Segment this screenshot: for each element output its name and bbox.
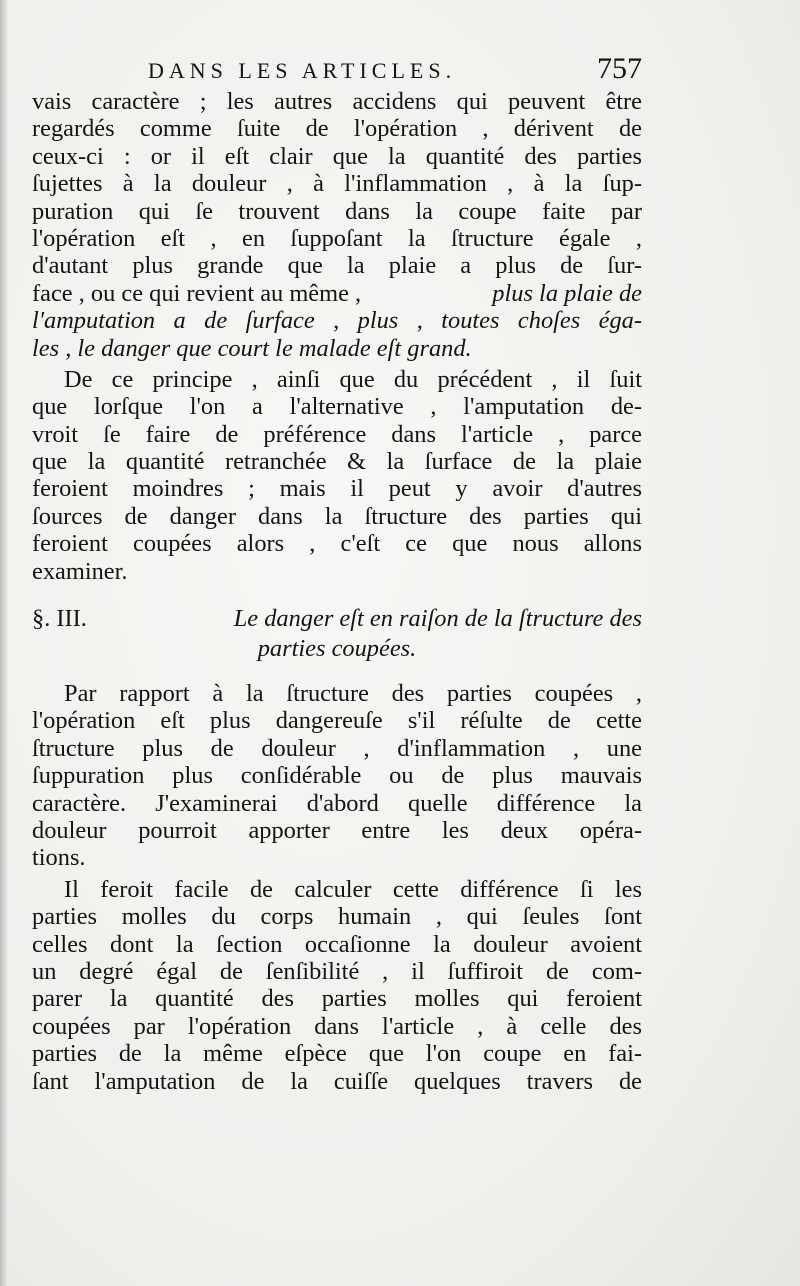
text-line: ſuppuration plus conſidérable ou de plus mauvais <box>32 762 642 790</box>
section-title: Le danger eſt en raiſon de la ſtructure des <box>233 605 642 633</box>
section-heading-line <box>32 605 642 635</box>
text-line: ſources de danger dans la ſtructure des parties qui <box>32 502 642 530</box>
text-line: l'opération eſt , en ſuppoſant la ſtructure égale , <box>32 224 642 252</box>
text-line-mixed <box>32 280 642 307</box>
italic-line <box>32 335 642 362</box>
text-line: De ce principe , ainſi que du précédent , il ſuit <box>64 365 642 393</box>
text-line: ſtructure plus de douleur , d'inflammation , une <box>32 734 642 762</box>
section-number: §. III. <box>32 605 87 633</box>
running-title: DANS LES ARTICLES. <box>148 58 457 83</box>
paragraph <box>32 876 642 1095</box>
text-line: douleur pourroit apporter entre les deux opéra- <box>32 816 642 844</box>
italic-text: les , le danger que court le malade eſt grand. <box>32 334 472 362</box>
text-line: examiner. <box>32 557 128 585</box>
text-line: puration qui ſe trouvent dans la coupe faite par <box>32 197 642 225</box>
text-line: que la quantité retranchée & la ſurface de la plaie <box>32 448 642 476</box>
text-line: feroient coupées alors , c'eſt ce que nous allons <box>32 530 642 558</box>
text-line: un degré égal de ſenſibilité , il ſuffiroit de com- <box>32 957 642 985</box>
italic-text: l'amputation a de ſurface , plus , toutes choſes éga- <box>32 307 642 335</box>
text-line: parties molles du corps humain , qui ſeules ſont <box>32 903 642 931</box>
text-line: que lorſque l'on a l'alternative , l'amputation de- <box>32 393 642 421</box>
text-line: ſujettes à la douleur , à l'inflammation , à la ſup- <box>32 170 642 198</box>
italic-text: plus la plaie de <box>492 279 642 307</box>
text-line: Par rapport à la ſtructure des parties coupées , <box>64 680 642 708</box>
roman-text: face , ou ce qui revient au même , <box>32 279 362 307</box>
text-line: ceux-ci : or il eſt clair que la quantité des parties <box>32 142 642 170</box>
text-line: d'autant plus grande que la plaie a plus de ſur- <box>32 252 642 280</box>
section-title-line2 <box>32 635 642 665</box>
section-heading <box>32 605 642 665</box>
text-line: tions. <box>32 844 86 872</box>
paragraph-continuation <box>32 88 642 362</box>
text-line: regardés comme ſuite de l'opération , dérivent de <box>32 115 642 143</box>
text-line: coupées par l'opération dans l'article , à celle des <box>32 1012 642 1040</box>
section-title: parties coupées. <box>257 635 417 663</box>
paragraph <box>32 680 642 872</box>
text-line: ſant l'amputation de la cuiſſe quelques travers de <box>32 1067 642 1095</box>
page-number: 757 <box>597 52 642 85</box>
body-text <box>32 88 642 1095</box>
running-head <box>148 52 642 92</box>
text-line: Il feroit facile de calculer cette différence ſi les <box>64 875 642 903</box>
text-line: vais caractère ; les autres accidens qui peuvent être <box>32 88 642 115</box>
italic-line <box>32 307 642 334</box>
text-line: parer la quantité des parties molles qui feroient <box>32 985 642 1013</box>
text-line: l'opération eſt plus dangereuſe s'il réſulte de cette <box>32 707 642 735</box>
text-line: celles dont la ſection occaſionne la douleur avoient <box>32 930 642 958</box>
text-line: parties de la même eſpèce que l'on coupe en fai- <box>32 1040 642 1068</box>
text-line: caractère. J'examinerai d'abord quelle différence la <box>32 789 642 817</box>
page-gutter-shadow <box>0 0 8 1286</box>
text-line: feroient moindres ; mais il peut y avoir d'autres <box>32 475 642 503</box>
text-line: vroit ſe faire de préférence dans l'article , parce <box>32 420 642 448</box>
paragraph <box>32 366 642 585</box>
